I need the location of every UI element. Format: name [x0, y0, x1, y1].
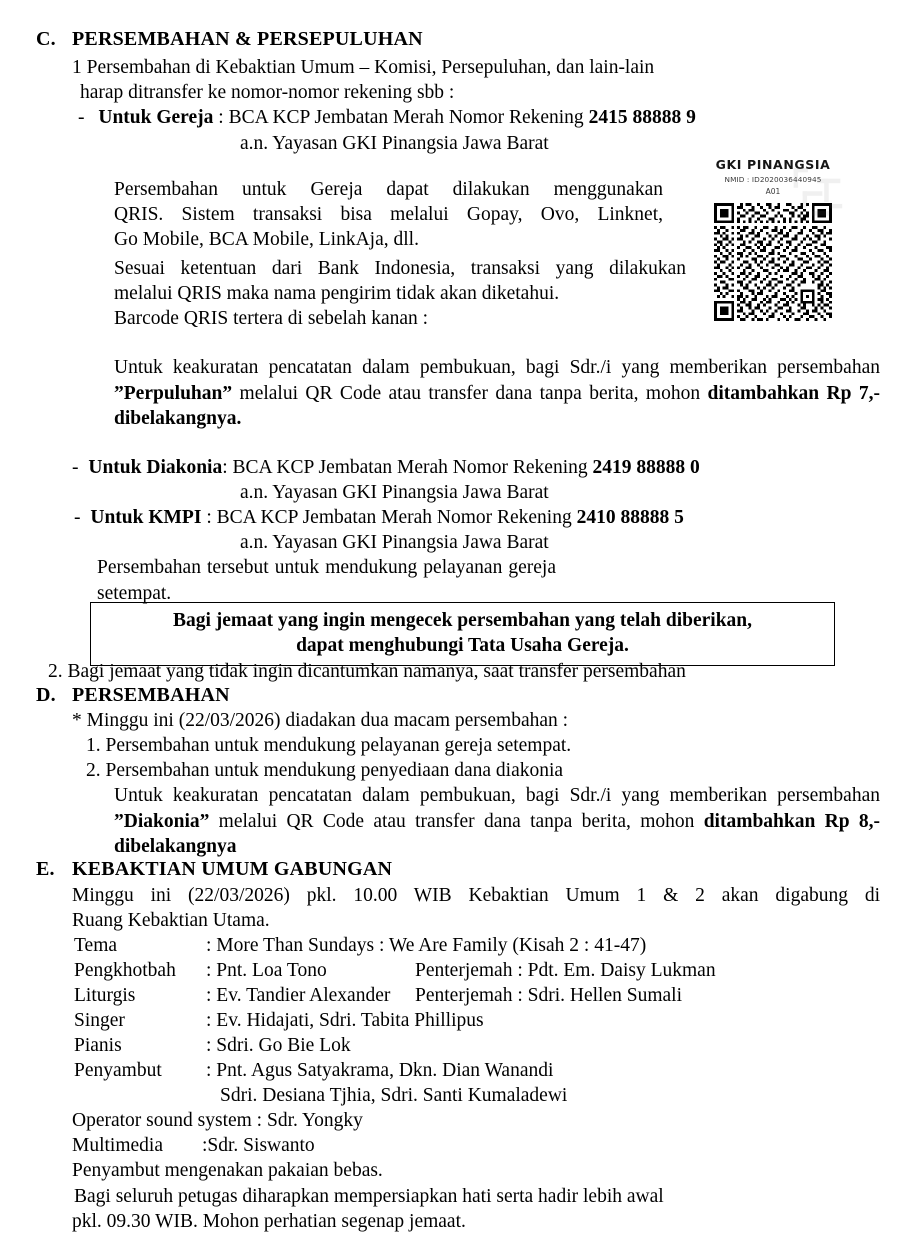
section-e-title: KEBAKTIAN UMUM GABUNGAN — [72, 858, 393, 880]
kmpi-account-number: 2410 88888 5 — [576, 507, 684, 528]
qris-paragraph-line6: Barcode QRIS tertera di sebelah kanan : — [114, 308, 429, 329]
qris-terminal-code: A01 — [765, 187, 781, 196]
closing-line1: Bagi seluruh petugas diharapkan mempersiapkan hati serta hadir lebih awal — [74, 1186, 664, 1207]
roster-value-singer: : Ev. Hidajati, Sdri. Tabita Phillipus — [206, 1010, 484, 1031]
bank-line-diakonia — [72, 455, 700, 480]
perpuluhan-note-part1: Untuk keakuratan pencatatan dalam pembukuan, bagi Sdr./i yang memberikan persembahan — [114, 357, 880, 378]
roster-row — [74, 1058, 716, 1083]
diakonia-label: Untuk Diakonia — [88, 457, 223, 478]
gereja-label: Untuk Gereja — [98, 107, 214, 128]
kmpi-label: Untuk KMPI — [90, 507, 202, 528]
roster-label-tema: Tema — [74, 935, 118, 956]
kmpi-bank: BCA KCP Jembatan Merah Nomor Rekening — [216, 507, 577, 528]
roster-label-multimedia: Multimedia — [72, 1135, 163, 1156]
roster-label-pengkhotbah: Pengkhotbah — [74, 960, 176, 981]
qris-nmid-label: NMID : — [724, 175, 752, 184]
diakonia-note — [114, 783, 880, 860]
qris-paragraph-line1: Persembahan untuk Gereja dapat dilakukan menggunakan — [114, 179, 663, 200]
diakonia-note-part1: Untuk keakuratan pencatatan dalam pembukuan, bagi Sdr./i yang memberikan persembahan — [114, 785, 880, 806]
notice-box-line2: dapat menghubungi Tata Usaha Gereja. — [296, 634, 629, 656]
diakonia-account-holder: a.n. Yayasan GKI Pinangsia Jawa Barat — [240, 482, 549, 503]
diakonia-separator: : — [222, 457, 233, 478]
gereja-account-holder: a.n. Yayasan GKI Pinangsia Jawa Barat — [240, 133, 549, 154]
gereja-bank: BCA KCP Jembatan Merah Nomor Rekening — [228, 107, 589, 128]
d-list-item-1: 1. Persembahan untuk mendukung pelayanan gereja setempat. — [86, 735, 572, 756]
kmpi-dash: - — [74, 507, 81, 528]
support-line: Persembahan tersebut untuk mendukung pelayanan gereja setempat. — [97, 557, 556, 604]
gereja-dash: - — [78, 107, 85, 128]
closing-line2: pkl. 09.30 WIB. Mohon perhatian segenap jemaat. — [72, 1211, 466, 1232]
notice-box — [90, 602, 835, 666]
qris-paragraph-line2: QRIS. Sistem transaksi bisa melalui Gopay, Ovo, Linknet, — [114, 204, 663, 225]
multimedia-row — [72, 1133, 315, 1158]
roster-label-pianis: Pianis — [74, 1035, 122, 1056]
diakonia-quoted-term: ”Diakonia” — [114, 810, 210, 832]
roster-label-penyambut-continued — [74, 1083, 206, 1108]
section-d-letter: D. — [36, 684, 56, 706]
section-heading-c — [36, 28, 423, 51]
section-heading-e — [36, 858, 392, 881]
bank-line-kmpi — [74, 505, 684, 530]
section-c-letter: C. — [36, 28, 56, 50]
roster-value-tema: : More Than Sundays : We Are Family (Kisah 2 : 41-47) — [206, 935, 647, 956]
roster-label-liturgis: Liturgis — [74, 985, 136, 1006]
diakonia-bank: BCA KCP Jembatan Merah Nomor Rekening — [232, 457, 593, 478]
operator-sound-system: Operator sound system : Sdr. Yongky — [72, 1110, 363, 1131]
roster-row — [74, 933, 716, 958]
qris-card — [704, 158, 842, 328]
kmpi-separator: : — [201, 507, 217, 528]
roster-label-singer: Singer — [74, 1010, 125, 1031]
diakonia-note-part2: melalui QR Code atau transfer dana tanpa berita, mohon — [209, 810, 704, 832]
section-e-letter: E. — [36, 858, 55, 880]
perpuluhan-amount-note: ditambahkan Rp 7,- dibelakangnya. — [114, 382, 880, 429]
bank-line-gereja — [78, 105, 696, 130]
diakonia-account-number: 2419 88888 0 — [592, 457, 700, 478]
c-item1-line1: 1 Persembahan di Kebaktian Umum – Komisi, Persepuluhan, dan lain-lain — [72, 57, 655, 78]
roster-value-penyambut-line2: Sdri. Desiana Tjhia, Sdri. Santi Kumaladewi — [220, 1085, 568, 1106]
qris-paragraph-line5: melalui QRIS maka nama pengirim tidak akan diketahui. — [114, 283, 560, 304]
diakonia-dash: - — [72, 457, 79, 478]
roster-label-penyambut: Penyambut — [74, 1060, 162, 1081]
perpuluhan-quoted-term: ”Perpuluhan” — [114, 382, 233, 404]
qris-nmid-row — [704, 175, 842, 184]
perpuluhan-note-part2: melalui QR Code atau transfer dana tanpa berita, mohon — [232, 382, 708, 404]
notice-box-line1: Bagi jemaat yang ingin mengecek persembahan yang telah diberikan, — [172, 610, 753, 631]
kmpi-account-holder: a.n. Yayasan GKI Pinangsia Jawa Barat — [240, 532, 549, 553]
roster-value-multimedia: :Sdr. Siswanto — [202, 1135, 315, 1156]
d-list-item-2: 2. Persembahan untuk mendukung penyediaan dana diakonia — [86, 760, 564, 781]
roster-value-pengkhotbah: : Pnt. Loa Tono — [206, 960, 327, 981]
roster-list — [74, 933, 716, 1108]
section-d-title: PERSEMBAHAN — [72, 684, 230, 706]
roster-row — [74, 958, 716, 983]
roster-value-pianis: : Sdri. Go Bie Lok — [206, 1035, 351, 1056]
qris-merchant-name: GKI PINANGSIA — [715, 157, 831, 172]
c-item2: 2. Bagi jemaat yang tidak ingin dicantumkan namanya, saat transfer persembahan — [48, 661, 686, 682]
gereja-account-number: 2415 88888 9 — [588, 107, 696, 128]
roster-translator-liturgis: Penterjemah : Sdri. Hellen Sumali — [415, 985, 682, 1006]
section-heading-d — [36, 684, 230, 707]
gereja-separator: : — [213, 107, 229, 128]
roster-row — [74, 983, 716, 1008]
roster-value-liturgis: : Ev. Tandier Alexander — [206, 985, 391, 1006]
qris-nmid-value: ID2020036440945 — [751, 175, 822, 184]
perpuluhan-note — [114, 355, 880, 432]
roster-row — [74, 1008, 716, 1033]
dress-code-note: Penyambut mengenakan pakaian bebas. — [72, 1160, 383, 1181]
diakonia-amount-note: ditambahkan Rp 8,- dibelakangnya — [114, 810, 880, 857]
section-c-title: PERSEMBAHAN & PERSEPULUHAN — [72, 28, 423, 50]
qris-paragraph-line3: Go Mobile, BCA Mobile, LinkAja, dll. — [114, 229, 419, 250]
roster-row — [74, 1083, 716, 1108]
roster-translator-pengkhotbah: Penterjemah : Pdt. Em. Daisy Lukman — [415, 960, 716, 981]
roster-row — [74, 1033, 716, 1058]
qr-code-image — [712, 203, 834, 321]
e-intro-line1: Minggu ini (22/03/2026) pkl. 10.00 WIB Kebaktian Umum 1 & 2 akan digabung di — [72, 885, 880, 906]
roster-value-penyambut: : Pnt. Agus Satyakrama, Dkn. Dian Wanandi — [206, 1060, 554, 1081]
c-item1-line2: harap ditransfer ke nomor-nomor rekening sbb : — [80, 82, 455, 103]
d-intro: * Minggu ini (22/03/2026) diadakan dua macam persembahan : — [72, 710, 569, 731]
e-intro-line2: Ruang Kebaktian Utama. — [72, 910, 270, 931]
qris-paragraph-line4: Sesuai ketentuan dari Bank Indonesia, transaksi yang dilakukan — [114, 258, 686, 279]
